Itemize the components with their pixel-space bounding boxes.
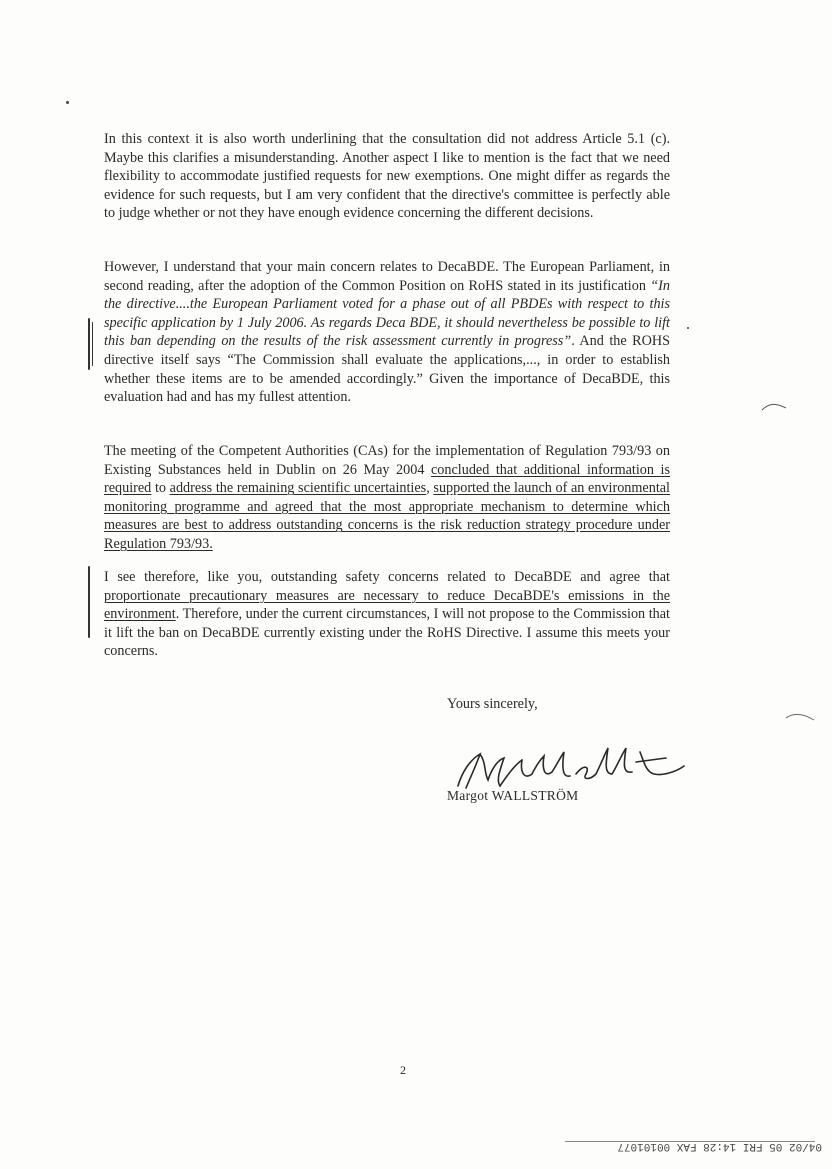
paragraph-conclusion — [104, 568, 670, 661]
paragraph-text: In this context it is also worth underlining that the consultation did not address Article 5.1 (c). Maybe this clarifies a misunderstanding. Another aspect I like to mention is the fact that we need flexibility to accommodate justified requests for new exemptions. One might differ as regards the evidence for such requests, but I am very confident that the directive's committee is perfectly able to judge whether or not they have enough evidence concerning the different decisions. — [104, 131, 670, 222]
margin-bracket — [92, 322, 93, 366]
margin-bracket — [88, 566, 90, 638]
underlined-text: proportionate precautionary measures are necessary to reduce DecaBDE's emissions in the environment — [104, 587, 670, 623]
scan-speck — [66, 101, 69, 104]
paragraph-text: I see therefore, like you, outstanding safety concerns related to DecaBDE and agree that — [104, 569, 670, 585]
paragraph-text: , — [426, 480, 434, 497]
paragraph-text: to — [151, 480, 170, 497]
scan-mark — [760, 400, 790, 414]
paragraph-article-5-1 — [104, 130, 670, 223]
paragraph-decabde-concern — [104, 258, 670, 407]
scan-mark — [784, 710, 818, 724]
underlined-text: concluded that additional information is required — [104, 461, 670, 497]
paragraph-text: The meeting of the Competent Authorities (CAs) for the implementation of Regulation 793/93 on Existing Substances held in Dublin on 26 May 2004 — [104, 443, 670, 478]
margin-bracket — [88, 318, 90, 370]
paragraph-text: However, I understand that your main concern relates to DecaBDE. The European Parliament, in second reading, after the adoption of the Common Position on RoHS stated in its justification — [104, 259, 670, 294]
underlined-text: address the remaining scientific uncertainties — [169, 480, 427, 497]
page-number: 2 — [400, 1063, 406, 1077]
signer-name: Margot WALLSTRÖM — [447, 788, 579, 803]
paragraph-text: . And the ROHS directive itself says “The Commission shall evaluate the applications,..., in order to establish whether these items are to be amended accordingly.” Given the importance of DecaBDE, this evaluation had and has my fullest attention. — [104, 333, 670, 406]
scan-speck — [687, 327, 689, 329]
closing-line: Yours sincerely, — [447, 696, 538, 712]
fax-header: 04/02 05 FRI 14:28 FAX 00101077 — [617, 1140, 822, 1152]
paragraph-text: . Therefore, under the current circumstances, I will not propose to the Commission that it lift the ban on DecaBDE currently existing under the RoHS Directive. I assume this meets your concerns. — [104, 606, 670, 660]
parliament-quote: “In the directive....the European Parliament voted for a phase out of all PBDEs with respect to this specific application by 1 July 2006. As regards Deca BDE, it should nevertheless be possible to lift this ban depending on the results of the risk assessment currently in progress” — [104, 277, 670, 350]
underlined-text: supported the launch of an environmental monitoring programme and agreed that the most appropriate mechanism to determine which measures are best to address outstanding concerns is the risk reduction strategy procedure under Regulation 793/93. — [104, 480, 670, 552]
paragraph-dublin-meeting — [104, 442, 670, 554]
